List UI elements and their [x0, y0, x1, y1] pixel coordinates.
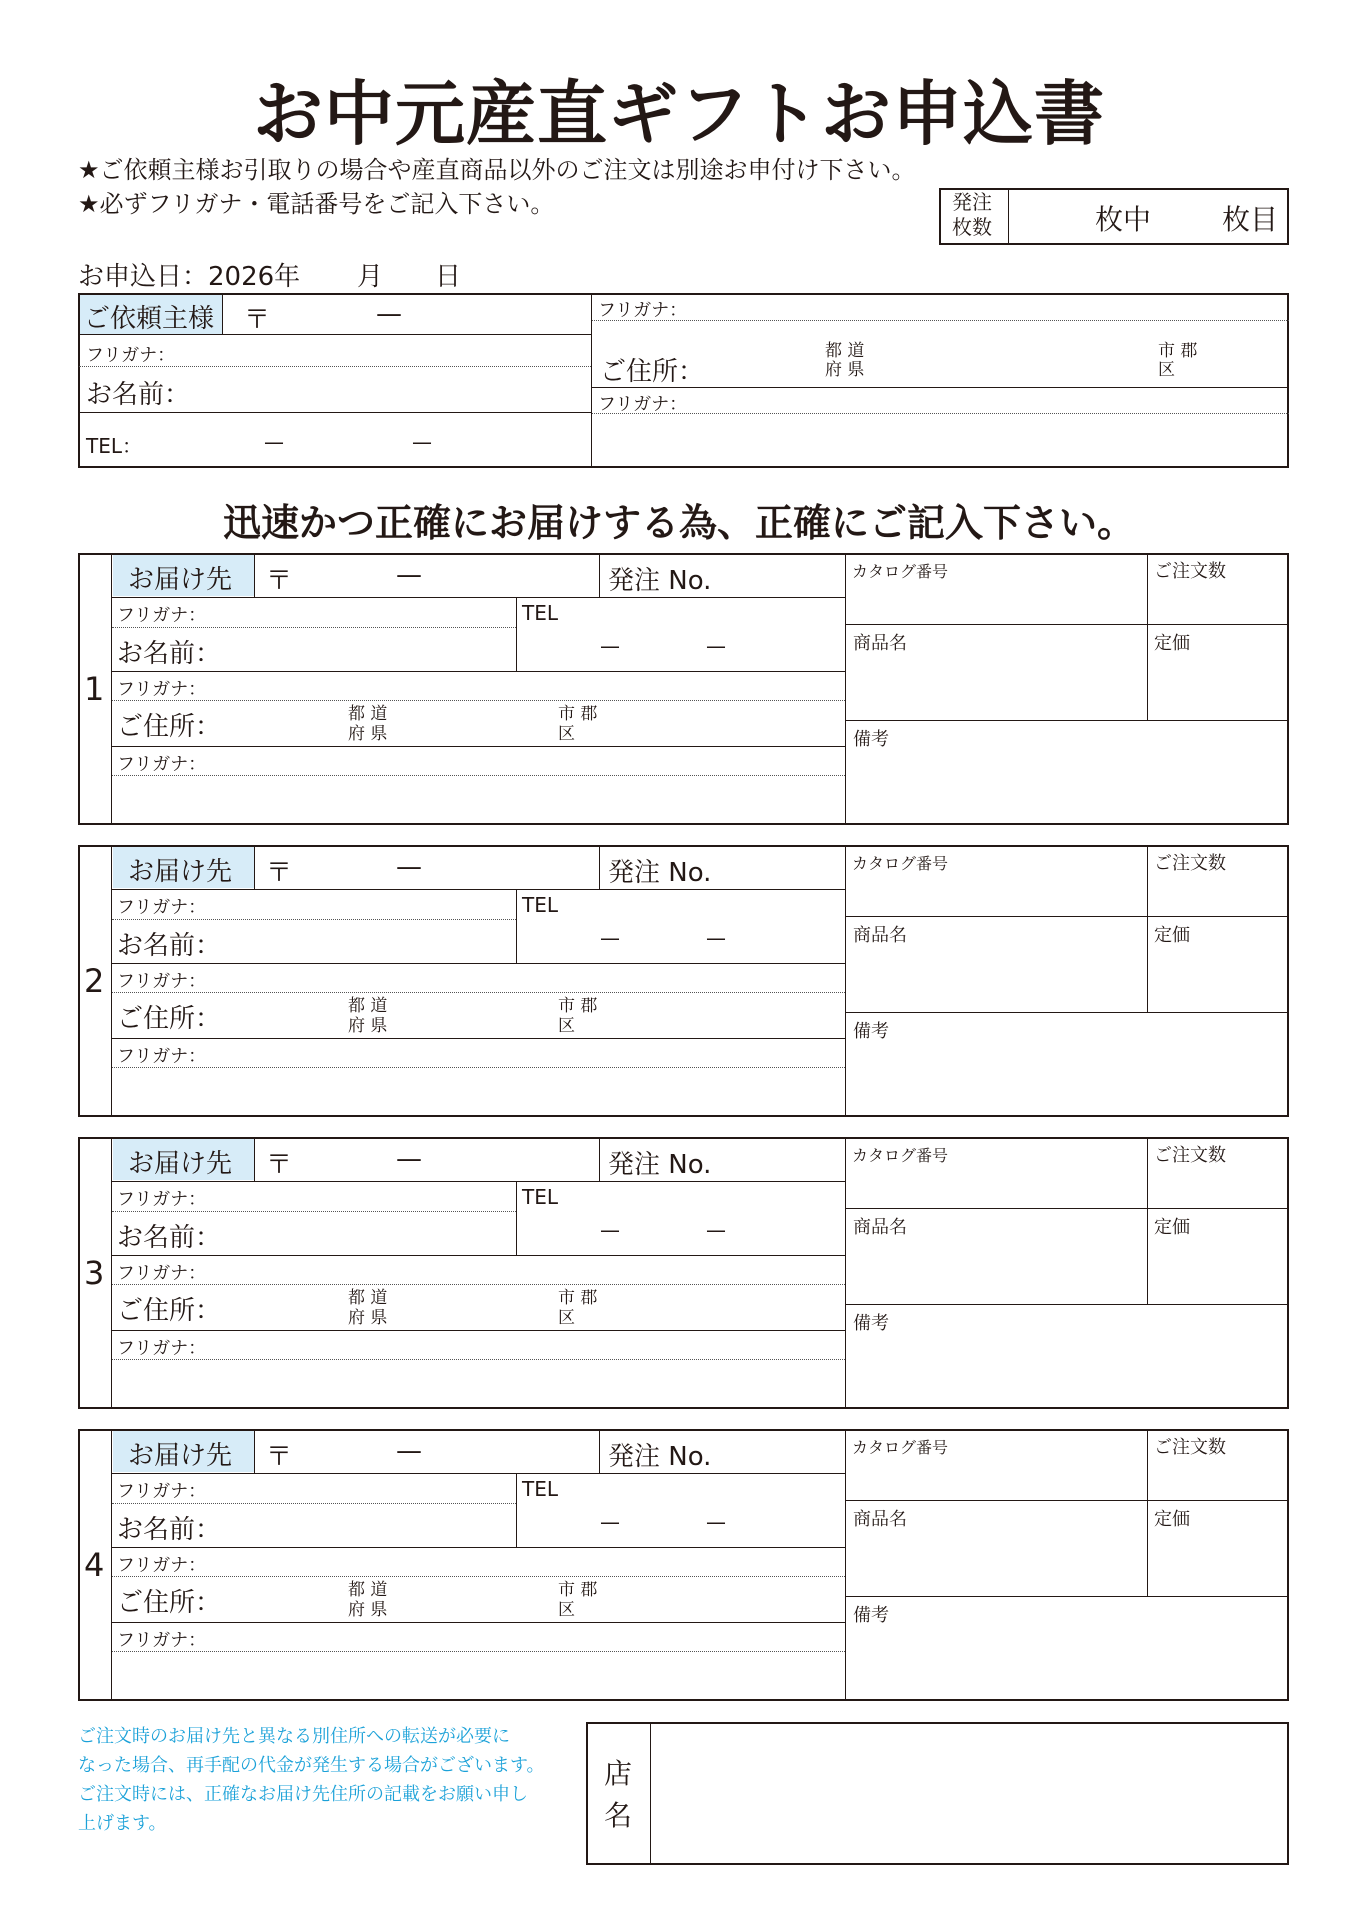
- delivery-product-input[interactable]: [852, 657, 1140, 713]
- delivery-postal-dash: —: [396, 852, 422, 882]
- delivery-tel-dash-2: —: [706, 1510, 726, 1534]
- delivery-product-label: 商品名: [853, 1217, 907, 1238]
- delivery-postal-mark: 〒: [266, 1150, 293, 1180]
- delivery-address-detail-input[interactable]: [118, 1073, 838, 1111]
- delivery-name-input[interactable]: [215, 1507, 510, 1543]
- delivery-address-furigana-label: フリガナ：: [117, 679, 207, 700]
- requester-postal-input-1[interactable]: [275, 298, 370, 330]
- delivery-city-a: 市 郡: [558, 1288, 598, 1308]
- footer-notice-line-4: 上げます。: [78, 1813, 167, 1834]
- delivery-product-label: 商品名: [853, 925, 907, 946]
- delivery-qty-label: ご注文数: [1154, 1145, 1226, 1166]
- delivery-postal-mark: 〒: [266, 858, 293, 888]
- delivery-address-furigana2-label: フリガナ：: [117, 1630, 207, 1651]
- delivery-product-input[interactable]: [852, 1241, 1140, 1297]
- delivery-pref-b: 府 県: [348, 1308, 388, 1328]
- delivery-name-label: お名前：: [117, 931, 222, 961]
- delivery-address-furigana2-label: フリガナ：: [117, 1338, 207, 1359]
- delivery-postal-dash: —: [396, 560, 422, 590]
- delivery-postal-mark: 〒: [266, 1442, 293, 1472]
- delivery-tel-input[interactable]: [525, 1503, 837, 1541]
- requester-address-label: ご住所：: [600, 357, 705, 387]
- delivery-catalog-label: カタログ番号: [852, 854, 949, 873]
- delivery-pref-b: 府 県: [348, 724, 388, 744]
- delivery-qty-input[interactable]: [1154, 1167, 1282, 1203]
- requester-pref-b: 府 県: [825, 360, 865, 380]
- delivery-pref-b: 府 県: [348, 1016, 388, 1036]
- delivery-remarks-label: 備考: [853, 1313, 889, 1334]
- delivery-address-detail-input[interactable]: [118, 781, 838, 819]
- delivery-order-no-label: 発注 No.: [608, 858, 712, 888]
- delivery-address-label: ご住所：: [117, 1296, 222, 1326]
- delivery-tel-input[interactable]: [525, 627, 837, 665]
- delivery-catalog-label: カタログ番号: [852, 1146, 949, 1165]
- delivery-tel-dash-1: —: [600, 1218, 620, 1242]
- store-name-input[interactable]: [665, 1735, 1275, 1853]
- delivery-qty-input[interactable]: [1154, 583, 1282, 619]
- delivery-order-no-input[interactable]: [720, 559, 838, 591]
- delivery-city-b: 区: [558, 1308, 575, 1328]
- requester-postal-input-2[interactable]: [410, 298, 580, 330]
- delivery-order-no-label: 発注 No.: [608, 1442, 712, 1472]
- date-day-label: 日: [435, 262, 462, 292]
- delivery-remarks-input[interactable]: [852, 753, 1282, 819]
- date-month-label: 月: [357, 262, 384, 292]
- delivery-price-input[interactable]: [1154, 1533, 1282, 1589]
- delivery-pref-a: 都 道: [348, 1288, 388, 1308]
- order-count-label-2: 枚数: [952, 215, 992, 239]
- delivery-city-input[interactable]: [395, 703, 553, 743]
- delivery-remarks-input[interactable]: [852, 1629, 1282, 1695]
- delivery-price-label: 定価: [1154, 1509, 1190, 1530]
- delivery-name-furigana-label: フリガナ：: [117, 897, 207, 918]
- count-total-input[interactable]: [1020, 196, 1090, 236]
- requester-tel-dash-1: —: [264, 430, 284, 454]
- requester-tel-label: TEL：: [86, 434, 142, 458]
- delivery-postal-input-1[interactable]: [295, 851, 390, 883]
- delivery-tel-dash-2: —: [706, 926, 726, 950]
- delivery-street-input[interactable]: [605, 995, 839, 1035]
- footer-notice-line-1: ご注文時のお届け先と異なる別住所への転送が必要に: [78, 1726, 510, 1747]
- instruction-heading: 迅速かつ正確にお届けする為、正確にご記入下さい。: [222, 501, 1135, 545]
- delivery-pref-input[interactable]: [215, 1579, 343, 1619]
- delivery-dest-label: お届け先: [128, 857, 233, 887]
- delivery-city-input[interactable]: [395, 1579, 553, 1619]
- delivery-product-input[interactable]: [852, 1533, 1140, 1589]
- delivery-address-label: ご住所：: [117, 1004, 222, 1034]
- delivery-address-label: ご住所：: [117, 712, 222, 742]
- requester-name-input[interactable]: [190, 370, 580, 408]
- delivery-remarks-label: 備考: [853, 729, 889, 750]
- delivery-tel-input[interactable]: [525, 919, 837, 957]
- requester-pref-input[interactable]: [700, 340, 820, 380]
- requester-tel-input[interactable]: [150, 424, 580, 460]
- delivery-street-input[interactable]: [605, 1287, 839, 1327]
- delivery-address-furigana2-label: フリガナ：: [117, 1046, 207, 1067]
- delivery-dest-label: お届け先: [128, 1149, 233, 1179]
- delivery-postal-dash: —: [396, 1144, 422, 1174]
- delivery-order-no-input[interactable]: [720, 1143, 838, 1175]
- delivery-price-label: 定価: [1154, 1217, 1190, 1238]
- order-count-label-1: 発注: [952, 190, 992, 214]
- delivery-dest-label: お届け先: [128, 1441, 233, 1471]
- requester-city-a: 市 郡: [1158, 341, 1198, 361]
- delivery-tel-dash-1: —: [600, 1510, 620, 1534]
- delivery-address-furigana-label: フリガナ：: [117, 1555, 207, 1576]
- delivery-catalog-input[interactable]: [852, 1459, 1140, 1495]
- delivery-pref-input[interactable]: [215, 1287, 343, 1327]
- delivery-name-furigana-label: フリガナ：: [117, 605, 207, 626]
- requester-city-input[interactable]: [880, 340, 1150, 380]
- delivery-qty-input[interactable]: [1154, 1459, 1282, 1495]
- store-name-label-2: 名: [604, 1799, 633, 1832]
- delivery-order-no-input[interactable]: [720, 851, 838, 883]
- delivery-postal-input-2[interactable]: [430, 559, 590, 591]
- delivery-qty-input[interactable]: [1154, 875, 1282, 911]
- requester-postal-dash: —: [376, 299, 402, 329]
- delivery-postal-input-1[interactable]: [295, 1143, 390, 1175]
- requester-furigana-label: フリガナ：: [86, 345, 176, 366]
- delivery-catalog-input[interactable]: [852, 875, 1140, 911]
- delivery-price-label: 定価: [1154, 633, 1190, 654]
- note-required: ★必ずフリガナ・電話番号をご記入下さい。: [78, 190, 555, 218]
- delivery-name-label: お名前：: [117, 1515, 222, 1545]
- delivery-pref-a: 都 道: [348, 704, 388, 724]
- delivery-pref-input[interactable]: [215, 995, 343, 1035]
- delivery-product-label: 商品名: [853, 633, 907, 654]
- delivery-name-furigana-label: フリガナ：: [117, 1481, 207, 1502]
- delivery-tel-dash-2: —: [706, 1218, 726, 1242]
- delivery-name-input[interactable]: [215, 631, 510, 667]
- count-current-input[interactable]: [1150, 196, 1220, 236]
- delivery-remarks-label: 備考: [853, 1605, 889, 1626]
- delivery-tel-dash-1: —: [600, 634, 620, 658]
- delivery-address-detail-input[interactable]: [118, 1365, 838, 1403]
- delivery-catalog-label: カタログ番号: [852, 562, 949, 581]
- footer-notice-line-2: なった場合、再手配の代金が発生する場合がございます。: [78, 1755, 545, 1776]
- delivery-tel-dash-2: —: [706, 634, 726, 658]
- requester-address-furigana-label: フリガナ：: [598, 300, 688, 321]
- delivery-price-input[interactable]: [1154, 949, 1282, 1005]
- delivery-qty-label: ご注文数: [1154, 1437, 1226, 1458]
- requester-label: ご依頼主様: [84, 304, 215, 334]
- note-pickup: ★ご依頼主様お引取りの場合や産直商品以外のご注文は別途お申付け下さい。: [78, 156, 916, 184]
- delivery-product-input[interactable]: [852, 949, 1140, 1005]
- delivery-price-input[interactable]: [1154, 657, 1282, 713]
- delivery-city-b: 区: [558, 1016, 575, 1036]
- delivery-qty-label: ご注文数: [1154, 853, 1226, 874]
- count-current-label: 枚目: [1222, 203, 1279, 236]
- delivery-qty-label: ご注文数: [1154, 561, 1226, 582]
- delivery-postal-mark: 〒: [266, 566, 293, 596]
- delivery-postal-input-2[interactable]: [430, 1435, 590, 1467]
- count-total-label: 枚中: [1095, 203, 1152, 236]
- delivery-address-furigana-label: フリガナ：: [117, 1263, 207, 1284]
- delivery-tel-label: TEL: [522, 893, 558, 917]
- delivery-city-a: 市 郡: [558, 704, 598, 724]
- delivery-address-label: ご住所：: [117, 1588, 222, 1618]
- delivery-city-b: 区: [558, 1600, 575, 1620]
- delivery-dest-label: お届け先: [128, 565, 233, 595]
- delivery-name-input[interactable]: [215, 923, 510, 959]
- requester-postal-mark: 〒: [244, 305, 271, 335]
- delivery-pref-a: 都 道: [348, 1580, 388, 1600]
- delivery-name-furigana-label: フリガナ：: [117, 1189, 207, 1210]
- delivery-postal-input-2[interactable]: [430, 851, 590, 883]
- delivery-number: 4: [84, 1546, 105, 1584]
- delivery-remarks-input[interactable]: [852, 1045, 1282, 1111]
- requester-address-detail-input[interactable]: [600, 420, 1280, 462]
- delivery-city-a: 市 郡: [558, 996, 598, 1016]
- delivery-catalog-input[interactable]: [852, 1167, 1140, 1203]
- store-name-label-1: 店: [604, 1757, 633, 1790]
- delivery-pref-input[interactable]: [215, 703, 343, 743]
- delivery-name-label: お名前：: [117, 1223, 222, 1253]
- delivery-address-furigana2-label: フリガナ：: [117, 754, 207, 775]
- delivery-order-no-label: 発注 No.: [608, 566, 712, 596]
- delivery-catalog-label: カタログ番号: [852, 1438, 949, 1457]
- date-label: お申込日：2026年: [78, 262, 301, 292]
- delivery-postal-input-2[interactable]: [430, 1143, 590, 1175]
- delivery-number: 1: [84, 670, 105, 708]
- delivery-tel-dash-1: —: [600, 926, 620, 950]
- delivery-address-furigana-label: フリガナ：: [117, 971, 207, 992]
- delivery-name-label: お名前：: [117, 639, 222, 669]
- delivery-tel-label: TEL: [522, 1477, 558, 1501]
- delivery-pref-b: 府 県: [348, 1600, 388, 1620]
- footer-notice-line-3: ご注文時には、正確なお届け先住所の記載をお願い申し: [78, 1784, 528, 1805]
- delivery-city-input[interactable]: [395, 995, 553, 1035]
- delivery-remarks-input[interactable]: [852, 1337, 1282, 1403]
- delivery-city-input[interactable]: [395, 1287, 553, 1327]
- delivery-catalog-input[interactable]: [852, 583, 1140, 619]
- delivery-tel-label: TEL: [522, 601, 558, 625]
- requester-name-label: お名前：: [86, 380, 191, 410]
- delivery-name-input[interactable]: [215, 1215, 510, 1251]
- delivery-city-a: 市 郡: [558, 1580, 598, 1600]
- delivery-street-input[interactable]: [605, 1579, 839, 1619]
- delivery-street-input[interactable]: [605, 703, 839, 743]
- requester-address-furigana2-label: フリガナ：: [598, 394, 688, 415]
- delivery-number: 2: [84, 962, 105, 1000]
- delivery-price-label: 定価: [1154, 925, 1190, 946]
- delivery-product-label: 商品名: [853, 1509, 907, 1530]
- page-title: お中元産直ギフトお申込書: [253, 73, 1105, 155]
- requester-tel-dash-2: —: [412, 430, 432, 454]
- delivery-order-no-input[interactable]: [720, 1435, 838, 1467]
- delivery-price-input[interactable]: [1154, 1241, 1282, 1297]
- requester-city-b: 区: [1158, 360, 1175, 380]
- delivery-tel-label: TEL: [522, 1185, 558, 1209]
- delivery-number: 3: [84, 1254, 105, 1292]
- delivery-city-b: 区: [558, 724, 575, 744]
- delivery-address-detail-input[interactable]: [118, 1657, 838, 1695]
- delivery-order-no-label: 発注 No.: [608, 1150, 712, 1180]
- delivery-remarks-label: 備考: [853, 1021, 889, 1042]
- requester-pref-a: 都 道: [825, 341, 865, 361]
- delivery-pref-a: 都 道: [348, 996, 388, 1016]
- delivery-postal-dash: —: [396, 1436, 422, 1466]
- delivery-postal-input-1[interactable]: [295, 1435, 390, 1467]
- delivery-postal-input-1[interactable]: [295, 559, 390, 591]
- delivery-tel-input[interactable]: [525, 1211, 837, 1249]
